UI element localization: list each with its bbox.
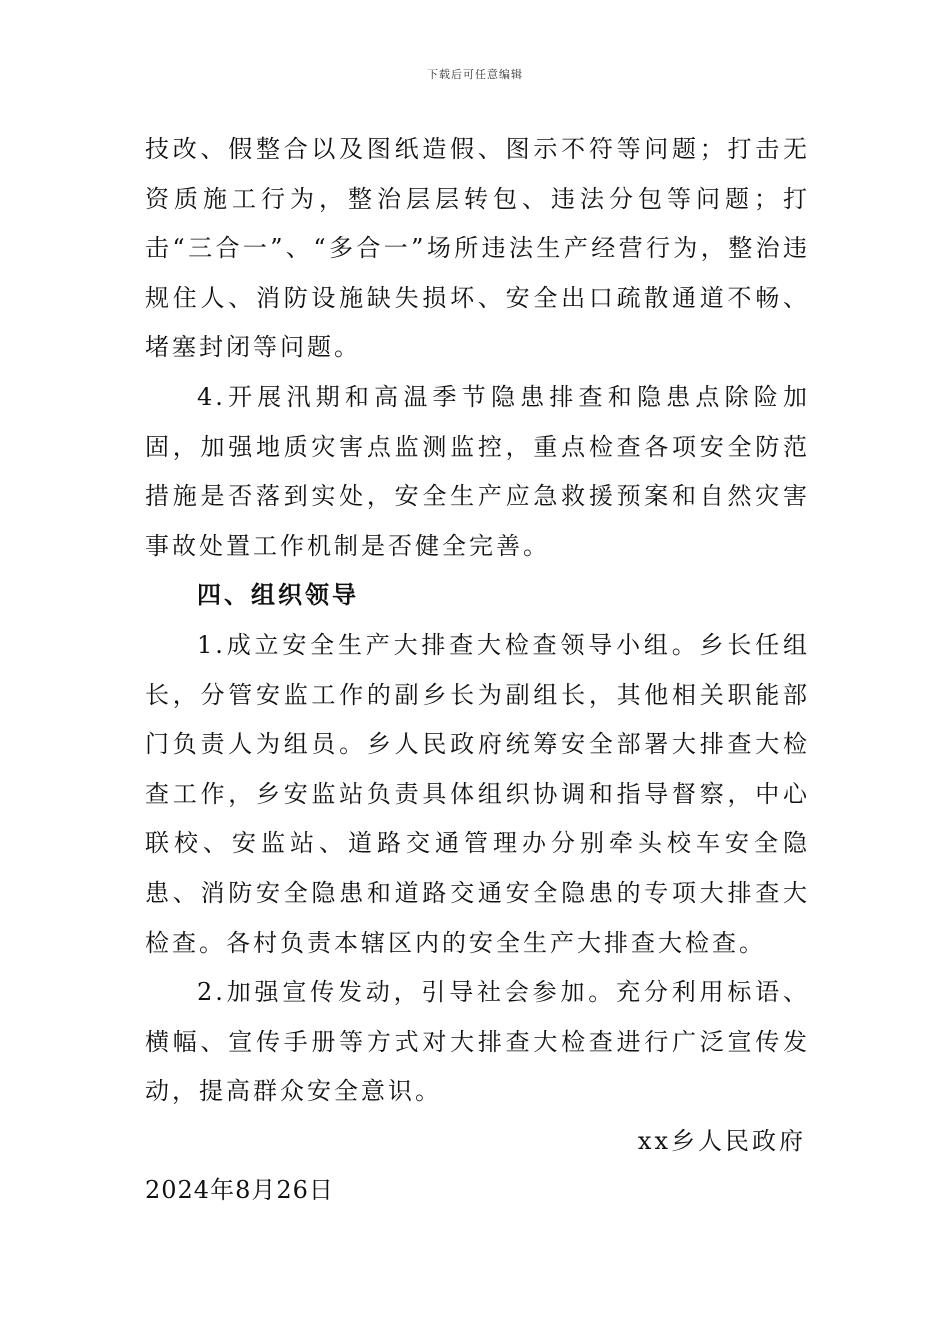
signature-date: 2024年8月26日 xyxy=(145,1176,334,1205)
paragraph-leadership-group: 1.成立安全生产大排查大检查领导小组。乡长任组长，分管安监工作的副乡长为副组长，其他相关职能部门负责人为组员。乡人民政府统筹安全部署大排查大检查工作，乡安监站负责具体组织协调和指导督察，中心联校、安监站、道路交通管理办分别牵头校车安全隐患、消防安全隐患和道路交通安全隐患的专项大排查大检查。各村负责本辖区内的安全生产大排查大检查。 xyxy=(145,630,810,957)
signature-org: xx乡人民政府 xyxy=(637,1126,806,1155)
paragraph-publicity: 2.加强宣传发动，引导社会参加。充分利用标语、横幅、宣传手册等方式对大排查大检查进行广泛宣传发动，提高群众安全意识。 xyxy=(145,978,810,1106)
page-header: 下载后可任意编辑 xyxy=(427,68,523,81)
section-heading-organization: 四、组织领导 xyxy=(197,581,359,610)
paragraph-continued: 技改、假整合以及图纸造假、图示不符等问题；打击无资质施工行为，整治层层转包、违法分包等问题；打击“三合一”、“多合一”场所违法生产经营行为，整治违规住人、消防设施缺失损坏、安全出口疏散通道不畅、堵塞封闭等问题。 xyxy=(145,135,810,362)
paragraph-item-4: 4.开展汛期和高温季节隐患排查和隐患点除险加固，加强地质灾害点监测监控，重点检查各项安全防范措施是否落到实处，安全生产应急救援预案和自然灾害事故处置工作机制是否健全完善。 xyxy=(145,382,810,560)
document-body xyxy=(145,125,810,1216)
